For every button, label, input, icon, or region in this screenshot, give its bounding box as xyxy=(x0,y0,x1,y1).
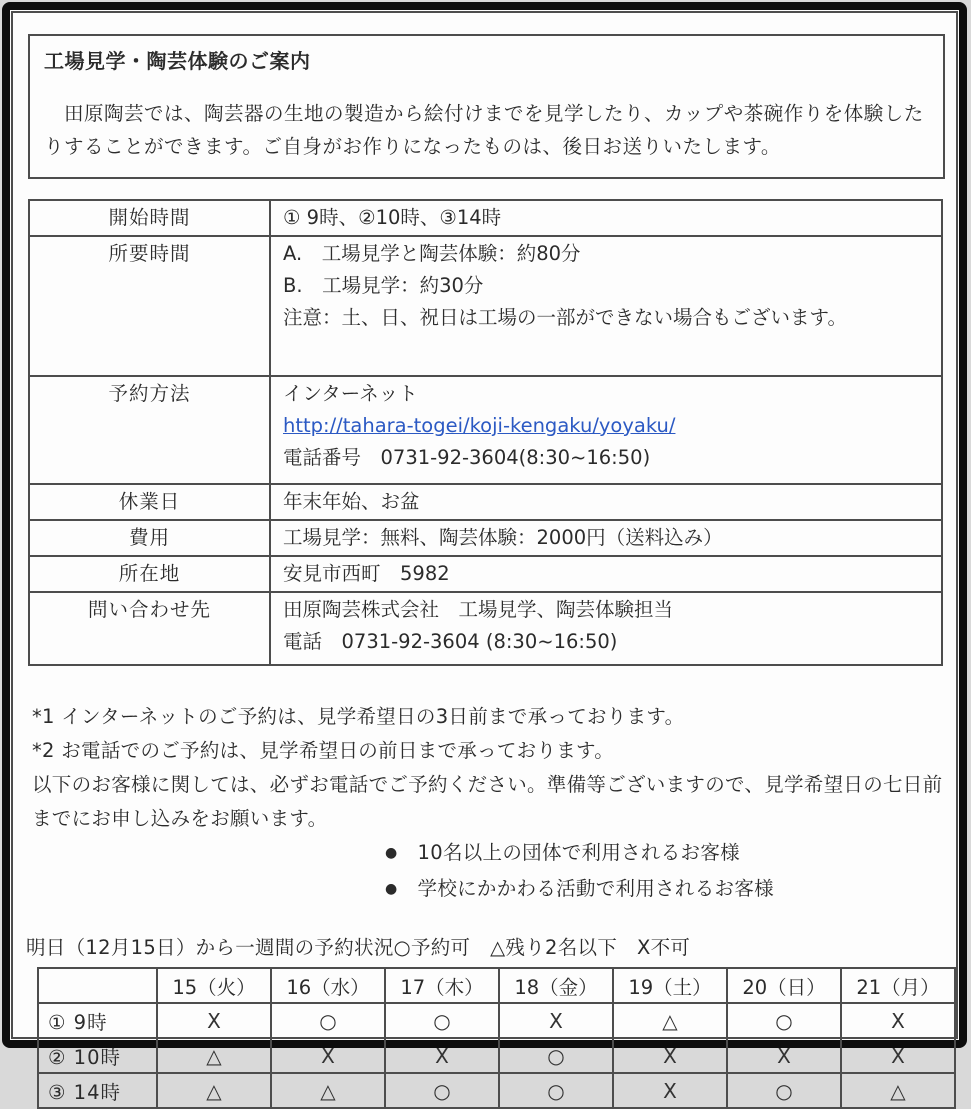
column-header: 17（木） xyxy=(385,968,499,1003)
list-item xyxy=(32,872,944,908)
row-value-reservation-method xyxy=(270,376,942,484)
availability-cell: ○ xyxy=(385,1003,499,1038)
availability-cell: X xyxy=(613,1073,727,1108)
table-row xyxy=(29,236,942,376)
value-line: 安見市西町 5982 xyxy=(283,562,450,585)
list-item xyxy=(32,836,944,872)
column-header: 21（月） xyxy=(841,968,955,1003)
value-line: 電話 0731-92-3604 (8:30~16:50) xyxy=(283,630,618,653)
value-line: 工場見学：無料、陶芸体験：2000円（送料込み） xyxy=(283,526,723,549)
availability-cell: △ xyxy=(613,1003,727,1038)
row-label-start-time: 開始時間 xyxy=(29,200,270,236)
table-row xyxy=(29,484,942,520)
row-value-start-time xyxy=(270,200,942,236)
availability-cell: △ xyxy=(271,1073,385,1108)
column-header: 20（日） xyxy=(727,968,841,1003)
document-outer-frame xyxy=(2,2,967,1104)
value-line: 田原陶芸株式会社 工場見学、陶芸体験担当 xyxy=(283,598,674,621)
note-1: *1 インターネットのご予約は、見学希望日の3日前まで承っております。 xyxy=(32,705,685,728)
value-line: A. 工場見学と陶芸体験：約80分 xyxy=(283,242,581,265)
table-row xyxy=(38,1073,955,1108)
column-header: 16（水） xyxy=(271,968,385,1003)
table-row xyxy=(29,556,942,592)
row-label-reservation-method: 予約方法 xyxy=(29,376,270,484)
page-title: 工場見学・陶芸体験のご案内 xyxy=(44,49,311,73)
value-line xyxy=(283,410,933,442)
value-line: 年末年始、お盆 xyxy=(283,490,420,513)
availability-cell: ○ xyxy=(727,1003,841,1038)
table-row xyxy=(29,376,942,484)
row-label-duration: 所要時間 xyxy=(29,236,270,376)
row-label-location: 所在地 xyxy=(29,556,270,592)
availability-cell: X xyxy=(499,1003,613,1038)
table-row xyxy=(38,1038,955,1073)
slot-label: ① 9時 xyxy=(38,1003,157,1038)
column-header: 15（火） xyxy=(157,968,271,1003)
availability-cell: ○ xyxy=(499,1038,613,1073)
availability-cell: △ xyxy=(841,1073,955,1108)
row-value-duration xyxy=(270,236,942,376)
value-line: ① 9時、②10時、③14時 xyxy=(283,206,502,229)
availability-cell: X xyxy=(727,1038,841,1073)
value-line: インターネット xyxy=(283,382,418,405)
bullet-text: 10名以上の団体で利用されるお客様 xyxy=(417,841,740,864)
column-header: 19（土） xyxy=(613,968,727,1003)
table-header-row xyxy=(38,968,955,1003)
slot-label: ② 10時 xyxy=(38,1038,157,1073)
value-line: 電話番号 0731-92-3604(8:30~16:50) xyxy=(283,446,651,469)
row-label-contact: 問い合わせ先 xyxy=(29,592,270,665)
notes-paragraph: 以下のお客様に関しては、必ずお電話でご予約ください。準備等ございますので、見学希望日の七日前までにお申し込みをお願います。 xyxy=(32,773,943,830)
note-2: *2 お電話でのご予約は、見学希望日の前日まで承っております。 xyxy=(32,739,615,762)
bullet-icon: ● xyxy=(385,845,398,861)
bullet-text: 学校にかかわる活動で利用されるお客様 xyxy=(417,877,774,900)
availability-cell: X xyxy=(841,1038,955,1073)
value-line: 注意：土、日、祝日は工場の一部ができない場合もございます。 xyxy=(283,306,847,329)
info-table xyxy=(28,199,943,666)
availability-cell: ○ xyxy=(727,1073,841,1108)
availability-cell: ○ xyxy=(271,1003,385,1038)
reservation-heading: 明日（12月15日）から一週間の予約状況○予約可 △残り2名以下 X不可 xyxy=(26,936,691,959)
row-value-closed-days xyxy=(270,484,942,520)
table-row xyxy=(29,592,942,665)
reservation-table xyxy=(37,967,956,1109)
row-value-cost xyxy=(270,520,942,556)
table-row xyxy=(29,520,942,556)
bullet-icon: ● xyxy=(385,881,398,897)
table-row xyxy=(38,1003,955,1038)
availability-cell: △ xyxy=(157,1038,271,1073)
row-label-cost: 費用 xyxy=(29,520,270,556)
availability-cell: X xyxy=(841,1003,955,1038)
table-row xyxy=(29,200,942,236)
availability-cell: X xyxy=(385,1038,499,1073)
row-value-contact xyxy=(270,592,942,665)
availability-cell: ○ xyxy=(385,1073,499,1108)
row-value-location xyxy=(270,556,942,592)
corner-cell xyxy=(38,968,157,1003)
row-label-closed-days: 休業日 xyxy=(29,484,270,520)
column-header: 18（金） xyxy=(499,968,613,1003)
availability-cell: ○ xyxy=(499,1073,613,1108)
availability-cell: X xyxy=(613,1038,727,1073)
document-page xyxy=(11,11,958,1104)
intro-paragraph: 田原陶芸では、陶芸器の生地の製造から絵付けまでを見学したり、カップや茶碗作りを体験したりすることができます。ご自身がお作りになったものは、後日お送りいたします。 xyxy=(44,102,924,158)
availability-cell: X xyxy=(271,1038,385,1073)
availability-cell: X xyxy=(157,1003,271,1038)
slot-label: ③ 14時 xyxy=(38,1073,157,1108)
notes-section xyxy=(32,700,944,908)
value-line: B. 工場見学：約30分 xyxy=(283,274,484,297)
reservation-url-link[interactable]: http://tahara-togei/koji-kengaku/yoyaku/ xyxy=(283,414,676,437)
availability-cell: △ xyxy=(157,1073,271,1108)
intro-box xyxy=(28,34,945,179)
